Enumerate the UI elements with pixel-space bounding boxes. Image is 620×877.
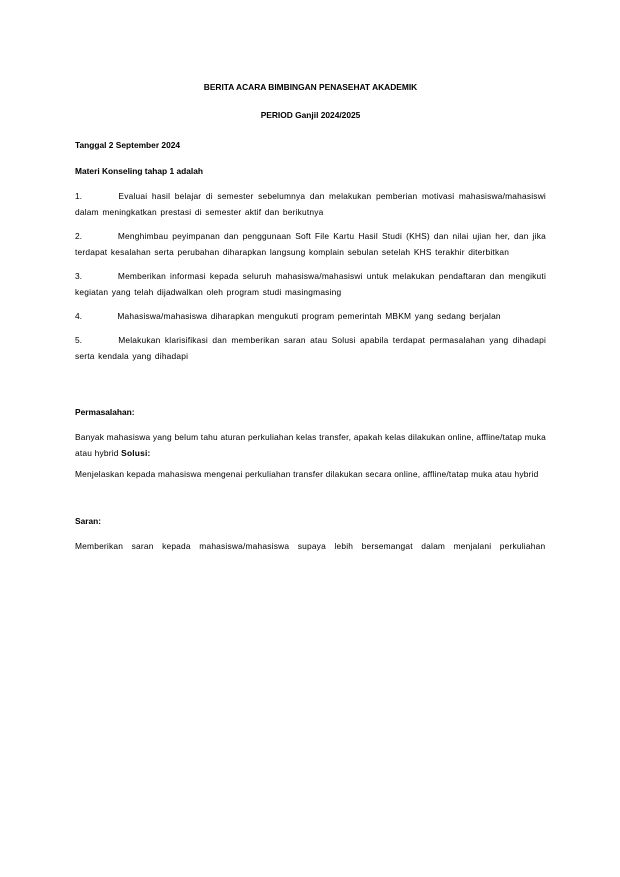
list-item-number: 4. <box>75 311 82 321</box>
saran-heading: Saran: <box>75 516 102 526</box>
list-item <box>75 268 546 300</box>
list-item-number: 5. <box>75 335 82 345</box>
solusi-label: Solusi: <box>121 448 151 458</box>
permasalahan-heading: Permasalahan: <box>75 407 135 417</box>
document-title: BERITA ACARA BIMBINGAN PENASEHAT AKADEMIK <box>203 82 418 92</box>
document-content <box>75 79 546 554</box>
solusi-text: Menjelaskan kepada mahasiswa mengenai perkuliahan transfer dilakukan secara online, affline/tatap muka atau hybrid <box>75 469 539 479</box>
saran-text: Memberikan saran kepada mahasiswa/mahasiswa supaya lebih bersemangat dalam menjalani perkuliahan <box>75 541 546 551</box>
document-period: PERIOD Ganjil 2024/2025 <box>260 110 361 120</box>
permasalahan-text: Banyak mahasiswa yang belum tahu aturan perkuliahan kelas transfer, apakah kelas dilakukan online, affline/tatap muka atau hybrid <box>75 432 546 458</box>
materi-heading: Materi Konseling tahap 1 adalah <box>75 166 203 176</box>
list-item-text: Menghimbau peyimpanan dan penggunaan Soft File Kartu Hasil Studi (KHS) dan nilai ujian her, dan jika terdapat kesalahan serta perubahan diharapkan langsung komplain sebulan setelah KHS terakhir diterbitkan <box>75 231 546 257</box>
list-item-text: Memberikan informasi kepada seluruh mahasiswa/mahasiswi untuk melakukan pendaftaran dan mengikuti kegiatan yang telah dijadwalkan oleh program studi masingmasing <box>75 271 547 297</box>
permasalahan-paragraph <box>75 429 546 461</box>
list-item-number: 3. <box>75 271 82 281</box>
document-date: Tanggal 2 September 2024 <box>75 140 181 150</box>
list-item-text: Melakukan klarisifikasi dan memberikan saran atau Solusi apabila terdapat permasalahan yang dihadapi serta kendala yang dihadapi <box>75 335 547 361</box>
list-item <box>75 308 546 324</box>
list-item-number: 1. <box>75 191 82 201</box>
list-item <box>75 332 546 364</box>
list-item <box>75 188 546 220</box>
list-item-number: 2. <box>75 231 82 241</box>
list-item-text: Evaluai hasil belajar di semester sebelumnya dan melakukan pemberian motivasi mahasiswa/mahasiswi dalam meningkatkan prestasi di semester aktif dan berikutnya <box>75 191 546 217</box>
list-item <box>75 228 546 260</box>
list-item-text: Mahasiswa/mahasiswa diharapkan mengukuti program pemerintah MBKM yang sedang berjalan <box>117 311 501 321</box>
